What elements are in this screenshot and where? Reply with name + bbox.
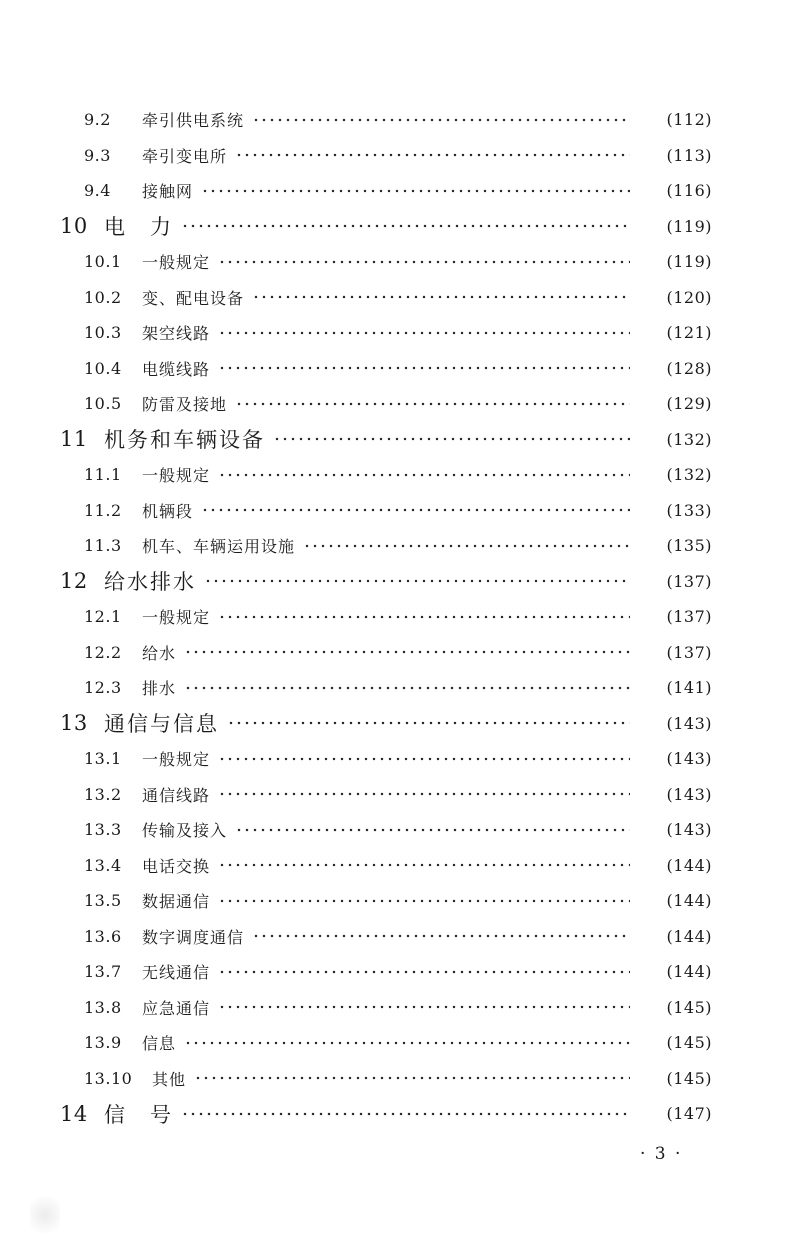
chapter-number: 11: [60, 427, 88, 452]
section-number: 12.1: [84, 607, 122, 627]
section-number: 10.4: [84, 358, 122, 378]
section-title: 牵引变电所: [142, 146, 228, 166]
dot-leader: [218, 473, 630, 477]
toc-entry-13-9[interactable]: [0, 1025, 790, 1061]
section-number: 12.2: [84, 642, 122, 662]
toc-entry-13-10[interactable]: [0, 1061, 790, 1097]
page-reference: (143): [666, 749, 712, 769]
toc-entry-12-2[interactable]: [0, 635, 790, 671]
section-title: 一般规定: [142, 466, 211, 486]
page-reference: (143): [666, 820, 712, 840]
dot-leader: [252, 118, 630, 122]
dot-leader: [181, 224, 630, 228]
dot-leader: [184, 686, 630, 690]
toc-entry-10-1[interactable]: [0, 244, 790, 280]
section-title: 通信线路: [142, 785, 211, 805]
dot-leader: [184, 650, 630, 654]
section-title: 变、配电设备: [142, 288, 245, 308]
page-reference: (132): [666, 429, 712, 449]
page-reference: (144): [666, 891, 712, 911]
section-number: 10.5: [84, 394, 122, 414]
dot-leader: [218, 260, 630, 264]
dot-leader: [227, 721, 630, 725]
toc-chapter-12[interactable]: [0, 564, 790, 600]
dot-leader: [273, 437, 630, 441]
section-title: 接触网: [142, 182, 194, 202]
section-number: 13.1: [84, 749, 122, 769]
chapter-title: 信 号: [104, 1102, 173, 1127]
section-title: 架空线路: [142, 324, 211, 344]
dot-leader: [235, 153, 630, 157]
chapter-title: 机务和车辆设备: [104, 428, 265, 453]
chapter-number: 12: [60, 569, 88, 594]
dot-leader: [181, 1112, 630, 1116]
section-title: 机辆段: [142, 501, 194, 521]
section-number: 10.3: [84, 323, 122, 343]
dot-leader: [201, 508, 630, 512]
dot-leader: [218, 615, 630, 619]
dot-leader: [218, 331, 630, 335]
chapter-number: 10: [60, 214, 88, 239]
section-title: 数字调度通信: [142, 927, 245, 947]
toc-chapter-13[interactable]: [0, 706, 790, 742]
toc-entry-13-2[interactable]: [0, 777, 790, 813]
table-of-contents: [0, 102, 790, 1132]
section-number: 11.1: [84, 465, 122, 485]
section-title: 一般规定: [142, 750, 211, 770]
dot-leader: [204, 579, 630, 583]
page-reference: (143): [666, 784, 712, 804]
section-number: 12.3: [84, 678, 122, 698]
page-reference: (112): [666, 110, 712, 130]
page-reference: (132): [666, 465, 712, 485]
page-reference: (137): [666, 642, 712, 662]
dot-leader: [235, 828, 630, 832]
dot-leader: [218, 863, 630, 867]
toc-chapter-14[interactable]: [0, 1096, 790, 1132]
page-reference: (137): [666, 571, 712, 591]
section-title: 一般规定: [142, 608, 211, 628]
section-number: 11.3: [84, 536, 122, 556]
section-title: 无线通信: [142, 963, 211, 983]
dot-leader: [201, 189, 630, 193]
page-reference: (145): [666, 1068, 712, 1088]
page-reference: (144): [666, 962, 712, 982]
section-number: 13.3: [84, 820, 122, 840]
dot-leader: [252, 934, 630, 938]
toc-entry-11-1[interactable]: [0, 457, 790, 493]
chapter-number: 14: [60, 1101, 88, 1126]
toc-entry-10-2[interactable]: [0, 280, 790, 316]
dot-leader: [218, 757, 630, 761]
section-title: 电缆线路: [142, 359, 211, 379]
page-reference: (121): [666, 323, 712, 343]
section-number: 9.3: [84, 145, 111, 165]
section-title: 传输及接入: [142, 821, 228, 841]
dot-leader: [235, 402, 630, 406]
chapter-title: 通信与信息: [104, 712, 219, 737]
page-reference: (113): [666, 145, 712, 165]
page-reference: (119): [666, 216, 712, 236]
page-reference: (135): [666, 536, 712, 556]
dot-leader: [218, 970, 630, 974]
section-number: 13.2: [84, 784, 122, 804]
section-number: 9.4: [84, 181, 111, 201]
section-number: 10.2: [84, 287, 122, 307]
page-reference: (129): [666, 394, 712, 414]
toc-entry-10-3[interactable]: [0, 315, 790, 351]
toc-entry-10-5[interactable]: [0, 386, 790, 422]
toc-entry-13-8[interactable]: [0, 990, 790, 1026]
page-reference: (116): [666, 181, 712, 201]
dot-leader: [218, 792, 630, 796]
section-title: 给水: [142, 643, 177, 663]
page-reference: (128): [666, 358, 712, 378]
section-title: 防雷及接地: [142, 395, 228, 415]
toc-entry-13-6[interactable]: [0, 919, 790, 955]
section-number: 13.6: [84, 926, 122, 946]
page-number: · 3 ·: [640, 1144, 683, 1164]
toc-entry-11-2[interactable]: [0, 493, 790, 529]
dot-leader: [184, 1041, 630, 1045]
chapter-title: 电 力: [104, 215, 173, 240]
page-reference: (145): [666, 1033, 712, 1053]
section-number: 13.10: [84, 1068, 133, 1088]
toc-entry-9-3[interactable]: [0, 138, 790, 174]
section-number: 10.1: [84, 252, 122, 272]
section-title: 信息: [142, 1034, 177, 1054]
toc-chapter-11[interactable]: [0, 422, 790, 458]
toc-entry-9-2[interactable]: [0, 102, 790, 138]
toc-entry-12-1[interactable]: [0, 599, 790, 635]
section-title: 排水: [142, 679, 177, 699]
section-title: 牵引供电系统: [142, 111, 245, 131]
dot-leader: [194, 1076, 630, 1080]
toc-entry-13-1[interactable]: [0, 741, 790, 777]
section-number: 13.5: [84, 891, 122, 911]
section-number: 13.7: [84, 962, 122, 982]
toc-entry-13-7[interactable]: [0, 954, 790, 990]
page-reference: (145): [666, 997, 712, 1017]
toc-entry-9-4[interactable]: [0, 173, 790, 209]
page-reference: (120): [666, 287, 712, 307]
page-reference: (147): [666, 1104, 712, 1124]
page-reference: (133): [666, 500, 712, 520]
dot-leader: [252, 295, 630, 299]
dot-leader: [218, 899, 630, 903]
section-title: 其他: [152, 1069, 187, 1089]
dot-leader: [218, 1005, 630, 1009]
section-title: 一般规定: [142, 253, 211, 273]
dot-leader: [218, 366, 630, 370]
dot-leader: [303, 544, 630, 548]
section-number: 13.8: [84, 997, 122, 1017]
section-title: 数据通信: [142, 892, 211, 912]
section-number: 13.4: [84, 855, 122, 875]
scan-smudge: [30, 1190, 60, 1240]
page-reference: (137): [666, 607, 712, 627]
section-title: 电话交换: [142, 856, 211, 876]
page-reference: (144): [666, 926, 712, 946]
chapter-title: 给水排水: [104, 570, 196, 595]
section-title: 应急通信: [142, 998, 211, 1018]
section-number: 13.9: [84, 1033, 122, 1053]
page-reference: (141): [666, 678, 712, 698]
section-number: 9.2: [84, 110, 111, 130]
toc-entry-11-3[interactable]: [0, 528, 790, 564]
toc-entry-12-3[interactable]: [0, 670, 790, 706]
toc-chapter-10[interactable]: [0, 209, 790, 245]
section-title: 机车、车辆运用设施: [142, 537, 296, 557]
toc-entry-13-3[interactable]: [0, 812, 790, 848]
toc-entry-10-4[interactable]: [0, 351, 790, 387]
toc-entry-13-5[interactable]: [0, 883, 790, 919]
page-reference: (143): [666, 713, 712, 733]
page-reference: (144): [666, 855, 712, 875]
toc-entry-13-4[interactable]: [0, 848, 790, 884]
page-reference: (119): [666, 252, 712, 272]
chapter-number: 13: [60, 711, 88, 736]
section-number: 11.2: [84, 500, 122, 520]
